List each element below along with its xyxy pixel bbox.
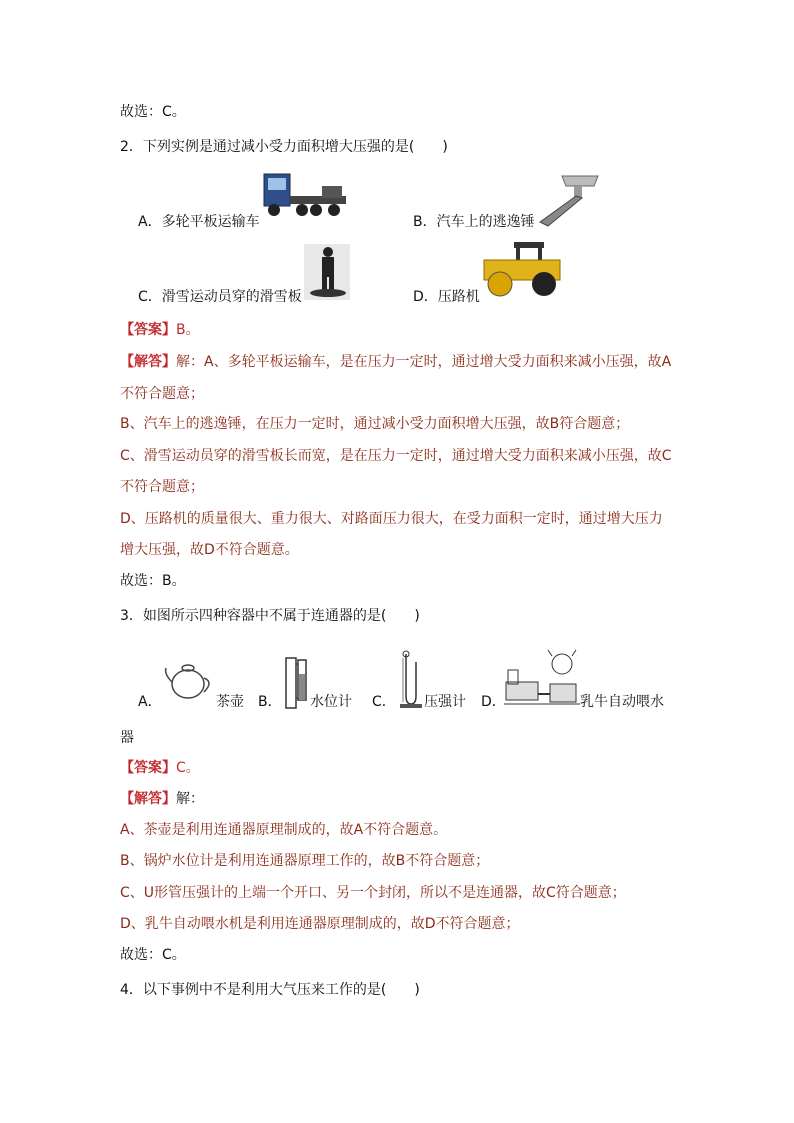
q3-label-b: B． — [258, 694, 282, 710]
question-2-stem: 2．下列实例是通过减小受力面积增大压强的是( ) — [120, 139, 448, 155]
previous-answer: 故选：C。 — [120, 104, 186, 120]
teapot-image — [162, 656, 214, 702]
q2-option-d: D．压路机 — [413, 289, 480, 305]
analysis-tag: 【解答】 — [120, 354, 176, 370]
q2-option-c: C．滑雪运动员穿的滑雪板 — [138, 289, 302, 305]
q2-analysis-line-5: 不符合题意； — [120, 479, 204, 495]
q3-caption-b: 水位计 — [310, 694, 352, 710]
water-gauge-image — [284, 654, 310, 710]
cow-water-feeder-image — [504, 644, 580, 708]
q3-caption-d: 乳牛自动喂水 — [580, 694, 664, 710]
answer-tag: 【答案】 — [120, 322, 176, 338]
q2-conclusion: 故选：B。 — [120, 573, 186, 589]
q3-analysis-line-4: D、乳牛自动喂水机是利用连通器原理制成的，故D不符合题意； — [120, 916, 520, 932]
q2-analysis-line-4: C、滑雪运动员穿的滑雪板长而宽，是在压力一定时，通过增大受力面积来减小压强，故C — [120, 448, 672, 464]
q2-analysis-line-3: B、汽车上的逃逸锤，在压力一定时，通过减小受力面积增大压强，故B符合题意； — [120, 416, 630, 432]
q3-label-d: D． — [481, 694, 506, 710]
q2-analysis-line-1 — [120, 352, 671, 372]
escape-hammer-image — [536, 170, 606, 230]
q3-caption-c: 压强计 — [424, 694, 466, 710]
q3-answer — [120, 758, 200, 778]
answer-value: B。 — [176, 322, 200, 338]
q3-analysis-line-2: B、锅炉水位计是利用连通器原理工作的，故B不符合题意； — [120, 853, 490, 869]
q2-analysis-line-6: D、压路机的质量很大、重力很大、对路面压力很大，在受力面积一定时，通过增大压力 — [120, 511, 663, 527]
analysis-tag: 【解答】 — [120, 791, 176, 807]
road-roller-image — [478, 240, 564, 298]
q3-label-c: C． — [372, 694, 396, 710]
q3-analysis-line-1: A、茶壶是利用连通器原理制成的，故A不符合题意。 — [120, 822, 448, 838]
q2-analysis-line-2: 不符合题意； — [120, 386, 204, 402]
q3-caption-d-wrap: 器 — [120, 730, 134, 746]
question-4-stem: 4．以下事例中不是利用大气压来工作的是( ) — [120, 982, 420, 998]
q2-analysis-line-7: 增大压强，故D不符合题意。 — [120, 542, 299, 558]
q3-caption-a: 茶壶 — [216, 694, 244, 710]
analysis-text: 解： — [176, 791, 204, 807]
q2-answer — [120, 320, 200, 340]
pressure-gauge-image — [398, 648, 424, 710]
answer-value: C。 — [176, 760, 200, 776]
analysis-text: 解：A、多轮平板运输车，是在压力一定时，通过增大受力面积来减小压强，故A — [176, 354, 672, 370]
q2-option-a: A．多轮平板运输车 — [138, 214, 260, 230]
q2-option-b: B．汽车上的逃逸锤 — [413, 214, 535, 230]
question-3-stem: 3．如图所示四种容器中不属于连通器的是( ) — [120, 608, 420, 624]
q3-conclusion: 故选：C。 — [120, 947, 186, 963]
q3-analysis-line-3: C、U形管压强计的上端一个开口、另一个封闭，所以不是连通器，故C符合题意； — [120, 885, 626, 901]
q3-label-a: A． — [138, 694, 162, 710]
flatbed-truck-image — [262, 168, 348, 222]
skier-image — [304, 244, 350, 300]
answer-tag: 【答案】 — [120, 760, 176, 776]
q3-analysis-head — [120, 789, 204, 809]
